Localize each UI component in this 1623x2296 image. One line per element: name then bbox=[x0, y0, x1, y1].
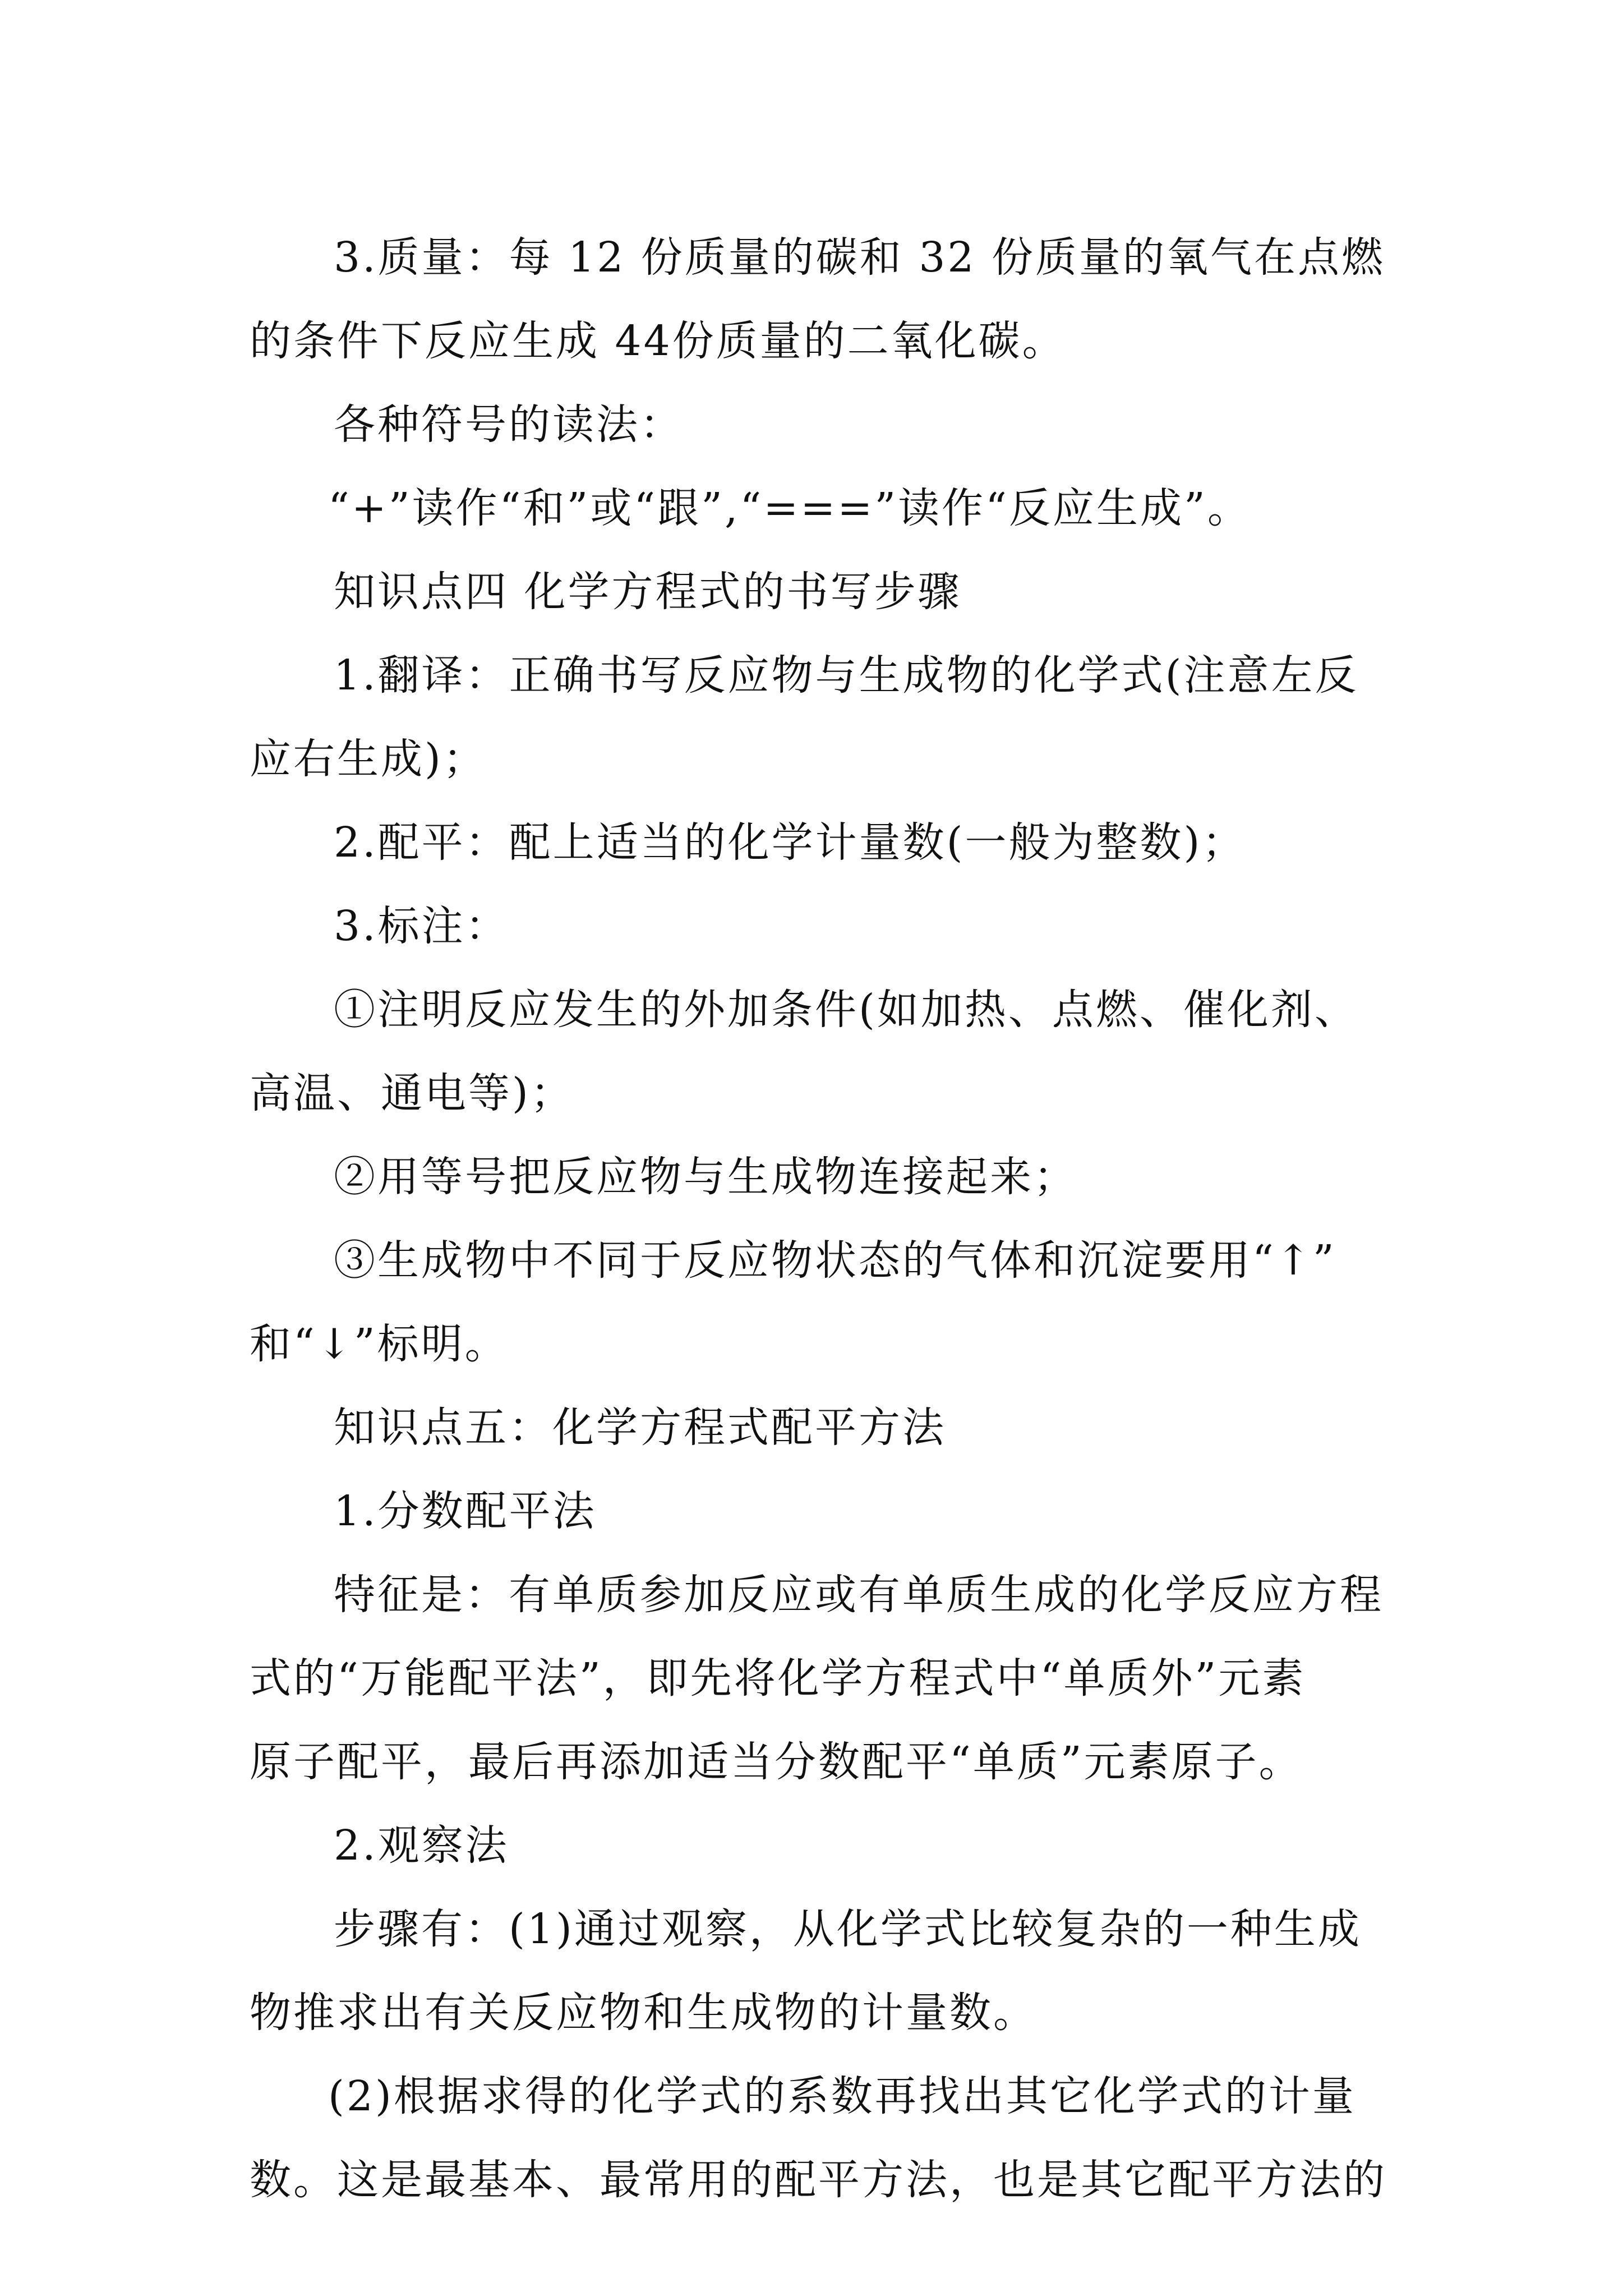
paragraph-line: 应右生成)； bbox=[250, 735, 487, 783]
section-heading: 知识点五：化学方程式配平方法 bbox=[334, 1404, 946, 1452]
paragraph-line: 数。这是最基本、最常用的配平方法，也是其它配平方法的 bbox=[250, 2156, 1387, 2204]
paragraph-line: 高温、通电等)； bbox=[250, 1069, 574, 1117]
paragraph-line: 2.配平：配上适当的化学计量数(一般为整数)； bbox=[334, 818, 1246, 867]
paragraph-line: 1.翻译：正确书写反应物与生成物的化学式(注意左反 bbox=[334, 651, 1359, 700]
section-heading: 知识点四 化学方程式的书写步骤 bbox=[334, 568, 962, 616]
subsection-heading: 2.观察法 bbox=[334, 1821, 509, 1870]
paragraph-line: 原子配平，最后再添加适当分数配平“单质”元素原子。 bbox=[250, 1738, 1303, 1786]
document-body bbox=[250, 216, 1391, 2222]
paragraph-line: 式的“万能配平法”，即先将化学方程式中“单质外”元素 bbox=[250, 1654, 1306, 1703]
paragraph-line: (2)根据求得的化学式的系数再找出其它化学式的计量 bbox=[328, 2072, 1356, 2120]
paragraph-line: ③生成物中不同于反应物状态的气体和沉淀要用“↑” bbox=[334, 1236, 1336, 1285]
paragraph-line: “+”读作“和”或“跟”,“===”读作“反应生成”。 bbox=[328, 484, 1251, 532]
paragraph-line: ①注明反应发生的外加条件(如加热、点燃、催化剂、 bbox=[334, 986, 1358, 1034]
paragraph-line: 各种符号的读法： bbox=[334, 401, 684, 449]
paragraph-line: 3.标注： bbox=[334, 902, 509, 950]
paragraph-line: 特征是：有单质参加反应或有单质生成的化学反应方程 bbox=[334, 1571, 1384, 1619]
paragraph-line: 步骤有：(1)通过观察，从化学式比较复杂的一种生成 bbox=[334, 1905, 1362, 1953]
paragraph-line: 3.质量：每 12 份质量的碳和 32 份质量的氧气在点燃 bbox=[334, 233, 1386, 282]
paragraph-line: ②用等号把反应物与生成物连接起来； bbox=[334, 1153, 1077, 1201]
paragraph-line: 的条件下反应生成 44份质量的二氧化碳。 bbox=[250, 317, 1066, 365]
subsection-heading: 1.分数配平法 bbox=[334, 1487, 597, 1535]
paragraph-line: 和“↓”标明。 bbox=[250, 1320, 509, 1368]
paragraph-line: 物推求出有关反应物和生成物的计量数。 bbox=[250, 1989, 1037, 2037]
